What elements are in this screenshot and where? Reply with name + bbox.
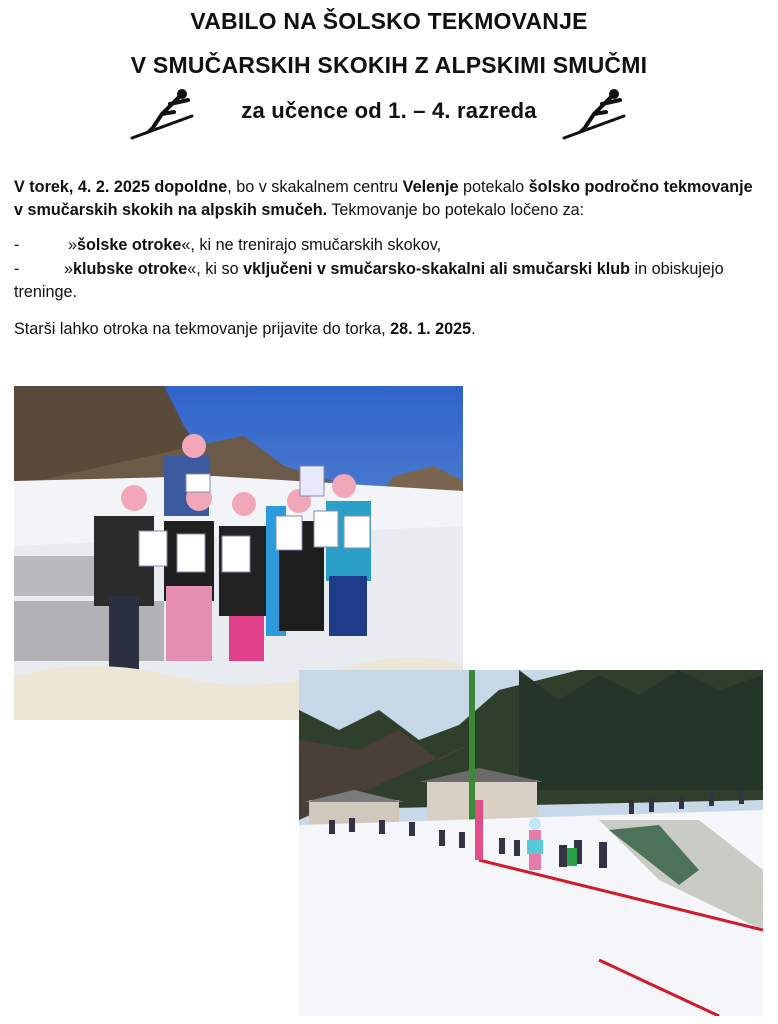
registration-deadline: 28. 1. 2025 — [390, 320, 472, 338]
intro-paragraph: V torek, 4. 2. 2025 dopoldne, bo v skakalnem centru Velenje potekalo šolsko področno tekmovanje v smučarskih skokih na alpskih smučeh. Tekmovanje bo potekalo ločeno za: — [14, 178, 753, 219]
list-item: - »klubske otroke«, ki so vključeni v smučarsko-skakalni ali smučarski klub in obiskujejo treninge. — [14, 260, 724, 301]
event-place: Velenje — [402, 178, 459, 196]
ski-jumper-icon — [562, 86, 628, 142]
event-name: šolsko področno tekmovanje v smučarskih skokih na alpskih smučeh. — [14, 178, 753, 219]
ski-jumper-icon — [130, 86, 196, 142]
list-item: - »šolske otroke«, ki ne trenirajo smučarskih skokov, — [14, 236, 442, 254]
title-line-1: VABILO NA ŠOLSKO TEKMOVANJE — [190, 8, 588, 34]
title-line-3: za učence od 1. – 4. razreda — [241, 98, 537, 123]
ski-jump-competition-photo — [299, 670, 763, 1016]
title-line-2: V SMUČARSKIH SKOKIH Z ALPSKIMI SMUČMI — [130, 52, 648, 78]
event-date: V torek, 4. 2. 2025 dopoldne — [14, 178, 228, 196]
registration-paragraph: Starši lahko otroka na tekmovanje prijavite do torka, 28. 1. 2025. — [14, 320, 476, 338]
